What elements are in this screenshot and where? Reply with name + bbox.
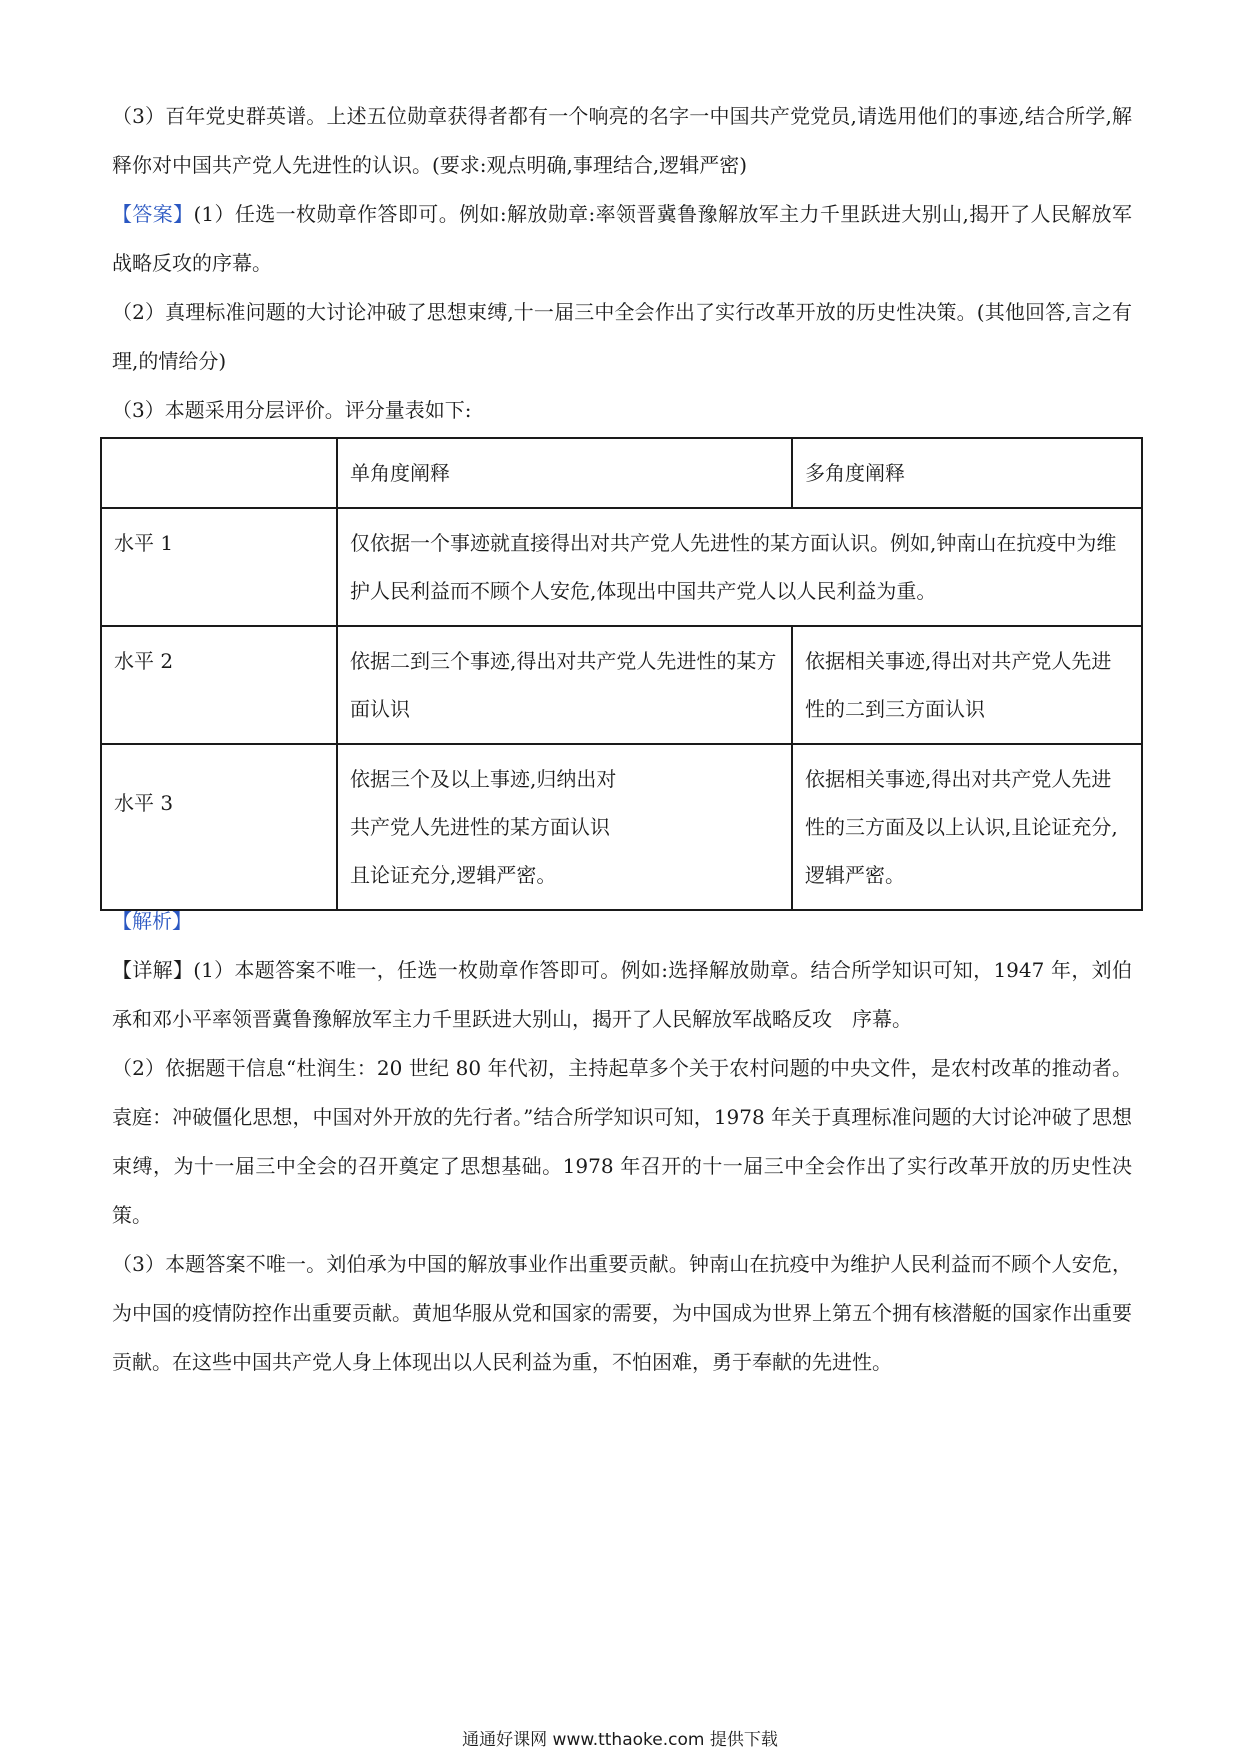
rubric-row-level-1 <box>101 508 1142 626</box>
rubric-header-single: 单角度阐释 <box>337 438 792 508</box>
detail-part-2: （2）依据题干信息“杜润生：20 世纪 80 年代初，主持起草多个关于农村问题的中央文件，是农村改革的推动者。袁庭：冲破僵化思想，中国对外开放的先行者。”结合所学知识可知，1978 年关于真理标准问题的大讨论冲破了思想束缚，为十一届三中全会的召开奠定了思想基础。1978 年召开的十一届三中全会作出了实行改革开放的历史性决策。 <box>112 1056 1132 1227</box>
analysis-tag: 【解析】 <box>112 909 192 933</box>
answer-part-2: （2）真理标准问题的大讨论冲破了思想束缚,十一届三中全会作出了实行改革开放的历史性决策。(其他回答,言之有理,的情给分) <box>112 300 1132 373</box>
rubric-level-3-multi: 依据相关事迹,得出对共产党人先进性的三方面及以上认识,且论证充分,逻辑严密。 <box>792 744 1142 910</box>
rubric-level-3-single-line: 且论证充分,逻辑严密。 <box>350 863 557 887</box>
rubric-level-label: 水平 1 <box>101 508 337 626</box>
rubric-row-level-3 <box>101 744 1142 910</box>
rubric-level-1-criteria: 仅依据一个事迹就直接得出对共产党人先进性的某方面认识。例如,钟南山在抗疫中为维护人民利益而不顾个人安危,体现出中国共产党人以人民利益为重。 <box>337 508 1142 626</box>
answer-1-text: (1）任选一枚勋章作答即可。例如:解放勋章:率领晋冀鲁豫解放军主力千里跃进大别山,揭开了人民解放军战略反攻的序幕。 <box>112 202 1132 275</box>
analysis-heading <box>112 897 1132 946</box>
detail-1-text: (1）本题答案不唯一，任选一枚勋章作答即可。例如:选择解放勋章。结合所学知识可知，1947 年，刘伯承和邓小平率领晋冀鲁豫解放军主力千里跃进大别山，揭开了人民解放军战略反攻 序幕。 <box>112 958 1132 1031</box>
rubric-level-3-single-line: 依据三个及以上事迹,归纳出对 <box>350 767 617 791</box>
rubric-header-multi: 多角度阐释 <box>792 438 1142 508</box>
page-footer: 通通好课网 www.tthaoke.com 提供下载 <box>462 1730 778 1750</box>
detail-part-1 <box>112 946 1132 1044</box>
rubric-header-corner <box>101 438 337 508</box>
answer-part-1 <box>112 190 1132 288</box>
rubric-level-label: 水平 3 <box>101 744 337 910</box>
detail-tag: 【详解】 <box>112 958 194 982</box>
rubric-level-3-single <box>337 744 792 910</box>
rubric-level-2-multi: 依据相关事迹,得出对共产党人先进性的二到三方面认识 <box>792 626 1142 744</box>
answer-tag: 【答案】 <box>112 202 194 226</box>
rubric-level-2-single: 依据二到三个事迹,得出对共产党人先进性的某方面认识 <box>337 626 792 744</box>
answer-part-3-intro: （3）本题采用分层评价。评分量表如下: <box>112 398 472 422</box>
scoring-rubric-table <box>100 437 1143 911</box>
detail-part-3: （3）本题答案不唯一。刘伯承为中国的解放事业作出重要贡献。钟南山在抗疫中为维护人民利益而不顾个人安危，为中国的疫情防控作出重要贡献。黄旭华服从党和国家的需要，为中国成为世界上第五个拥有核潜艇的国家作出重要贡献。在这些中国共产党人身上体现出以人民利益为重，不怕困难，勇于奉献的先进性。 <box>112 1252 1132 1374</box>
rubric-header-row <box>101 438 1142 508</box>
rubric-level-label: 水平 2 <box>101 626 337 744</box>
rubric-level-3-single-line: 共产党人先进性的某方面认识 <box>350 815 610 839</box>
question-3-prompt: （3）百年党史群英谱。上述五位勋章获得者都有一个响亮的名字一中国共产党党员,请选用他们的事迹,结合所学,解释你对中国共产党人先进性的认识。(要求:观点明确,事理结合,逻辑严密) <box>112 104 1132 177</box>
rubric-row-level-2 <box>101 626 1142 744</box>
